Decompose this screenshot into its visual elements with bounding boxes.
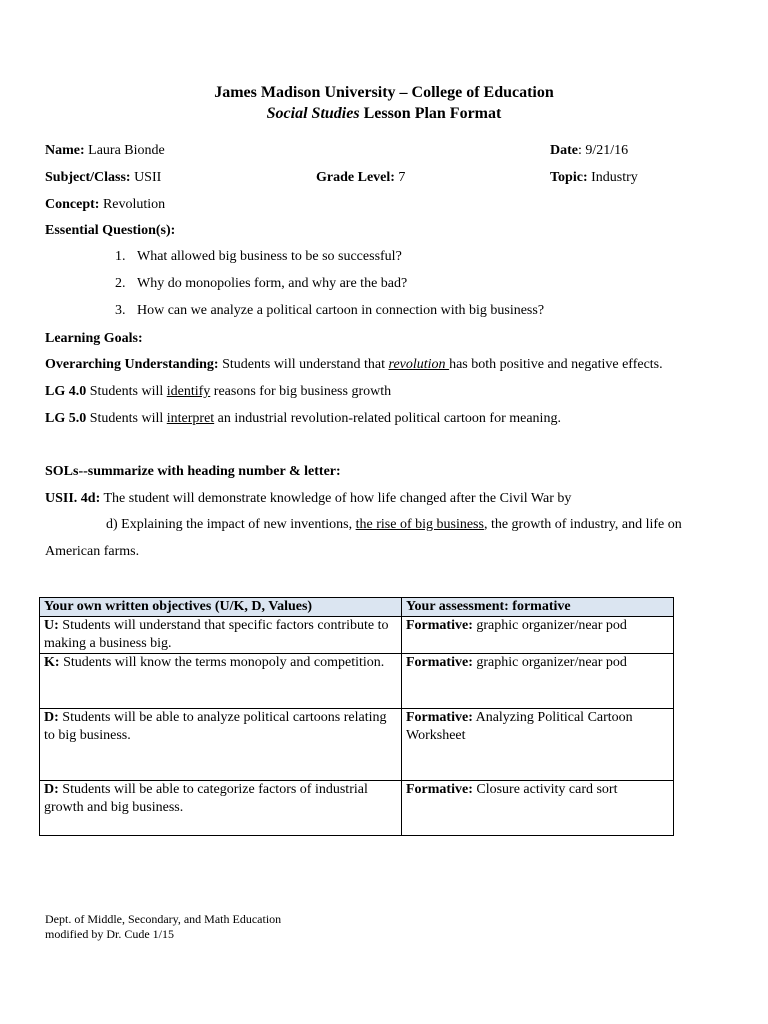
subject-label: Subject/Class:: [45, 170, 131, 185]
essential-question-item: 2. Why do monopolies form, and why are the bad?: [115, 276, 408, 291]
footer-dept: Dept. of Middle, Secondary, and Math Education: [45, 912, 282, 926]
learning-goal-4: LG 4.0 Students will identify reasons for big business growth: [45, 384, 392, 399]
objective-cell: K: Students will know the terms monopoly and competition.: [40, 654, 402, 709]
table-header-row: [40, 598, 674, 617]
subject-field: [45, 169, 161, 187]
objectives-column-header: Your own written objectives (U/K, D, Values): [40, 598, 402, 617]
essential-questions-heading: Essential Question(s):: [45, 223, 176, 238]
grade-field: [316, 169, 405, 187]
footer-modified: modified by Dr. Cude 1/15: [45, 927, 174, 941]
assessment-cell: Formative: Analyzing Political Cartoon Worksheet: [402, 709, 674, 781]
sol-usii-4d: USII. 4d: The student will demonstrate knowledge of how life changed after the Civil War by: [45, 491, 572, 506]
sol-detail-continuation: American farms.: [45, 544, 140, 559]
document-subtitle: [0, 104, 768, 124]
learning-goals-heading: Learning Goals:: [45, 331, 143, 346]
date-value: : 9/21/16: [578, 143, 629, 158]
table-row: [40, 781, 674, 836]
subject-value: USII: [130, 170, 162, 185]
name-label: Name:: [45, 143, 85, 158]
grade-label: Grade Level:: [316, 170, 395, 185]
subtitle-rest: Lesson Plan Format: [359, 105, 502, 122]
objectives-table: [39, 597, 674, 836]
name-field: [45, 142, 165, 160]
table-row: [40, 617, 674, 654]
concept-value: Revolution: [99, 197, 166, 212]
date-field: [550, 142, 628, 160]
objective-cell: D: Students will be able to analyze political cartoons relating to big business.: [40, 709, 402, 781]
essential-question-item: 1. What allowed big business to be so successful?: [115, 249, 402, 264]
table-row: [40, 709, 674, 781]
concept-field: [45, 196, 165, 214]
topic-value: Industry: [587, 170, 638, 185]
document-title: James Madison University – College of Education: [214, 84, 554, 101]
objective-cell: D: Students will be able to categorize factors of industrial growth and big business.: [40, 781, 402, 836]
assessment-cell: Formative: graphic organizer/near pod: [402, 617, 674, 654]
learning-goal-5: LG 5.0 Students will interpret an industrial revolution-related political cartoon for meaning.: [45, 411, 561, 426]
topic-field: [550, 169, 638, 187]
subtitle-italic: Social Studies: [266, 105, 360, 122]
objective-cell: U: Students will understand that specific factors contribute to making a business big.: [40, 617, 402, 654]
essential-question-item: 3. How can we analyze a political cartoon in connection with big business?: [115, 303, 545, 318]
assessment-column-header: Your assessment: formative: [402, 598, 674, 617]
grade-value: 7: [394, 170, 406, 185]
name-value: Laura Bionde: [84, 143, 165, 158]
sols-heading: SOLs--summarize with heading number & letter:: [45, 464, 341, 479]
assessment-cell: Formative: graphic organizer/near pod: [402, 654, 674, 709]
assessment-cell: Formative: Closure activity card sort: [402, 781, 674, 836]
table-row: [40, 654, 674, 709]
topic-label: Topic:: [550, 170, 588, 185]
date-label: Date: [550, 143, 578, 158]
overarching-understanding: Overarching Understanding: Students will understand that revolution has both positive and negative effects.: [45, 357, 663, 372]
sol-detail-d: d) Explaining the impact of new inventions, the rise of big business, the growth of industry, and life on: [106, 517, 682, 532]
concept-label: Concept:: [45, 197, 100, 212]
